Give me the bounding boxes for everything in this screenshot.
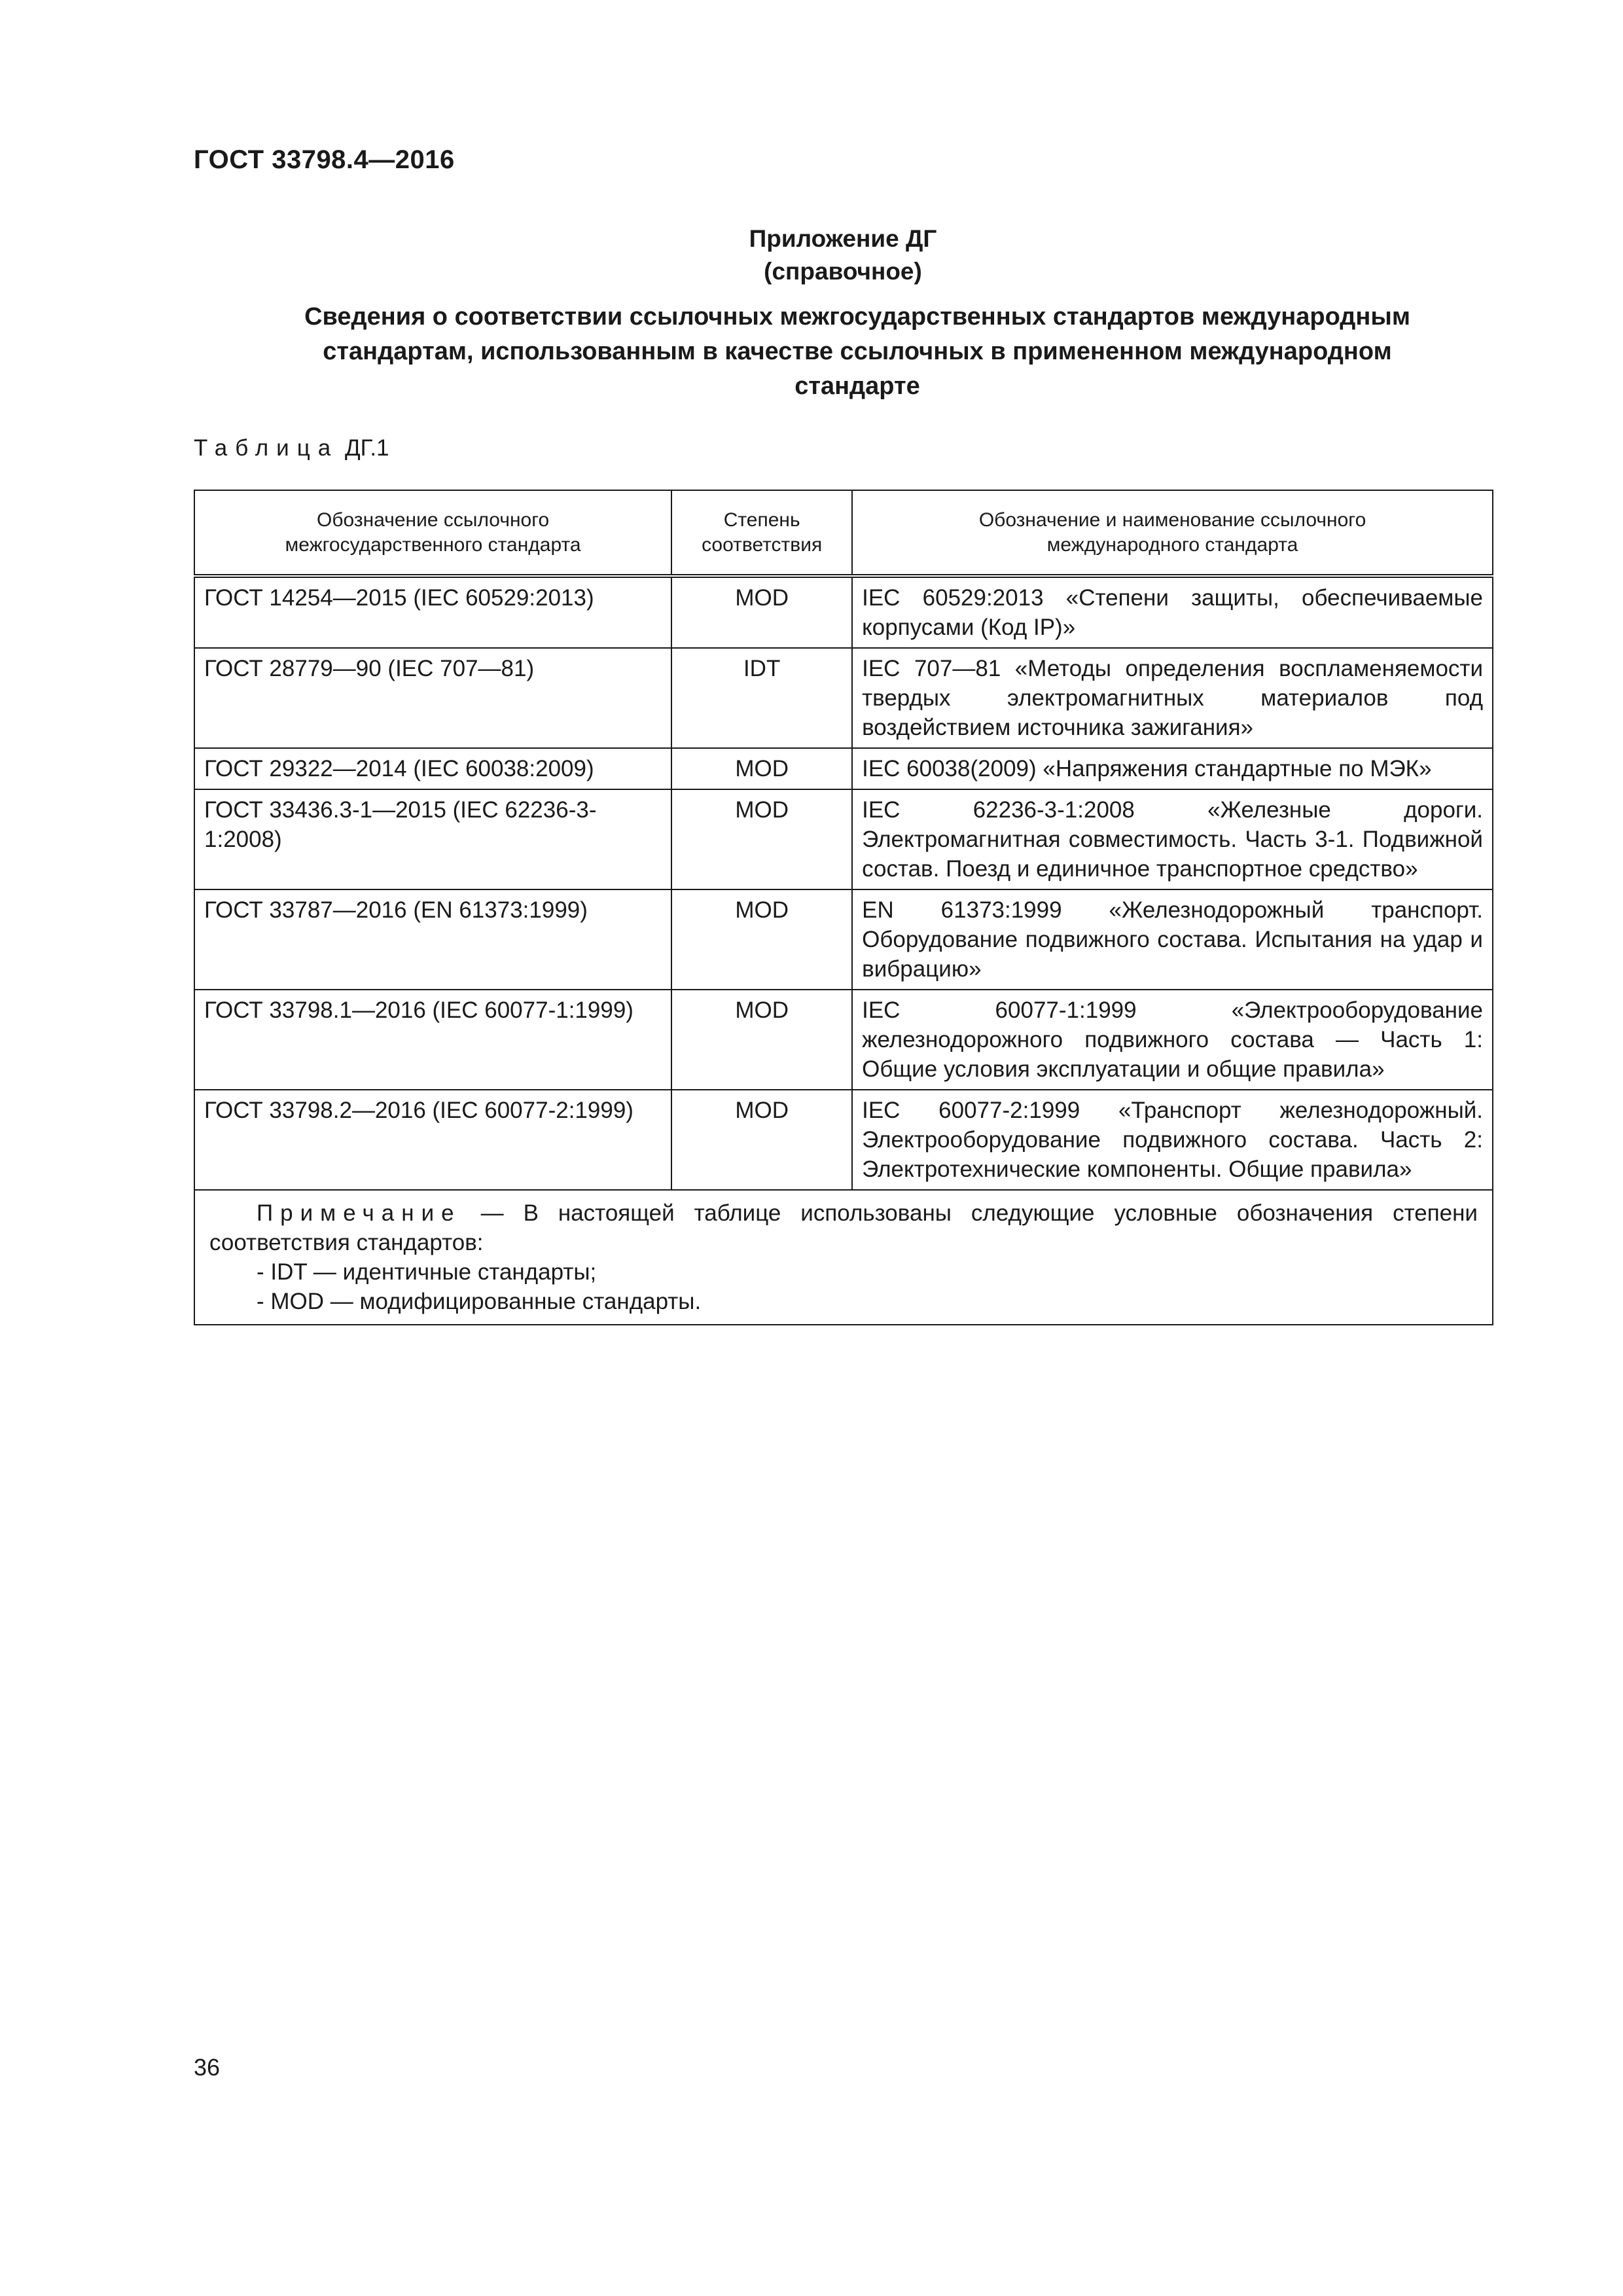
cell-intl: IEC 60529:2013 «Степени защиты, обеспечиваемые корпусами (Код IP)»	[852, 576, 1493, 648]
note-item: - MOD — модифицированные стандарты.	[257, 1289, 702, 1314]
table-row	[194, 748, 1493, 789]
cell-intl: IEC 60077-2:1999 «Транспорт железнодорожный. Электрооборудование подвижного состава. Часть 2: Электротехнические компоненты. Общие правила»	[852, 1090, 1493, 1190]
appendix-heading	[216, 300, 1499, 404]
header-gost-line: Обозначение ссылочного	[317, 509, 550, 531]
heading-line: Сведения о соответствии ссылочных межгосударственных стандартов международным	[304, 303, 1410, 331]
cell-gost: ГОСТ 33798.2—2016 (IEC 60077-2:1999)	[194, 1090, 671, 1190]
header-degree	[671, 490, 852, 576]
cell-degree: MOD	[671, 789, 852, 889]
table-row	[194, 889, 1493, 990]
table-row	[194, 1090, 1493, 1190]
header-gost-line: межгосударственного стандарта	[285, 533, 581, 556]
cell-intl: IEC 60077-1:1999 «Электрооборудование железнодорожного подвижного состава — Часть 1: Общие условия эксплуатации и общие правила»	[852, 990, 1493, 1090]
note-label: Примечание	[257, 1200, 461, 1226]
note-text	[209, 1198, 1478, 1257]
cell-degree: MOD	[671, 889, 852, 990]
cell-gost: ГОСТ 33436.3-1—2015 (IEC 62236-3-1:2008)	[194, 789, 671, 889]
header-intl	[852, 490, 1493, 576]
table-note	[194, 1190, 1493, 1325]
note-item: - IDT — идентичные стандарты;	[257, 1259, 597, 1285]
table-row	[194, 576, 1493, 648]
header-degree-line: соответствия	[702, 533, 823, 556]
cell-intl: IEC 62236-3-1:2008 «Железные дороги. Электромагнитная совместимость. Часть 3-1. Подвижной состав. Поезд и единичное транспортное средство»	[852, 789, 1493, 889]
cell-degree: MOD	[671, 990, 852, 1090]
heading-line: стандарте	[794, 372, 920, 400]
appendix-title: Приложение ДГ	[749, 225, 937, 252]
cell-intl: IEC 60038(2009) «Напряжения стандартные по МЭК»	[852, 748, 1493, 789]
header-intl-line: международного стандарта	[1046, 533, 1298, 556]
header-gost	[194, 490, 671, 576]
cell-degree: MOD	[671, 1090, 852, 1190]
table-note-row	[194, 1190, 1493, 1325]
page-number: 36	[194, 2054, 221, 2081]
cell-degree: MOD	[671, 748, 852, 789]
cell-gost: ГОСТ 28779—90 (IEC 707—81)	[194, 648, 671, 748]
appendix-kind: (справочное)	[764, 258, 922, 285]
table-caption-number: ДГ.1	[344, 435, 389, 461]
heading-line: стандартам, использованным в качестве ссылочных в примененном международном	[323, 338, 1392, 365]
cell-intl: EN 61373:1999 «Железнодорожный транспорт. Оборудование подвижного состава. Испытания на удар и вибрацию»	[852, 889, 1493, 990]
header-intl-line: Обозначение и наименование ссылочного	[978, 509, 1366, 531]
cell-degree: MOD	[671, 576, 852, 648]
table-caption	[194, 435, 389, 461]
cell-gost: ГОСТ 33787—2016 (EN 61373:1999)	[194, 889, 671, 990]
table-header-row	[194, 490, 1493, 576]
table-caption-prefix: Таблица	[194, 435, 339, 461]
cell-intl: IEC 707—81 «Методы определения воспламеняемости твердых электромагнитных материалов под воздействием источника зажигания»	[852, 648, 1493, 748]
cell-degree: IDT	[671, 648, 852, 748]
table-row	[194, 990, 1493, 1090]
header-degree-line: Степень	[723, 509, 800, 531]
cell-gost: ГОСТ 14254—2015 (IEC 60529:2013)	[194, 576, 671, 648]
cell-gost: ГОСТ 33798.1—2016 (IEC 60077-1:1999)	[194, 990, 671, 1090]
table-row	[194, 789, 1493, 889]
table-row	[194, 648, 1493, 748]
document-code: ГОСТ 33798.4—2016	[194, 145, 455, 174]
correspondence-table	[194, 490, 1493, 1325]
cell-gost: ГОСТ 29322—2014 (IEC 60038:2009)	[194, 748, 671, 789]
note-body: — В настоящей таблице использованы следующие условные обозначения степени соответствия стандартов:	[209, 1200, 1478, 1255]
